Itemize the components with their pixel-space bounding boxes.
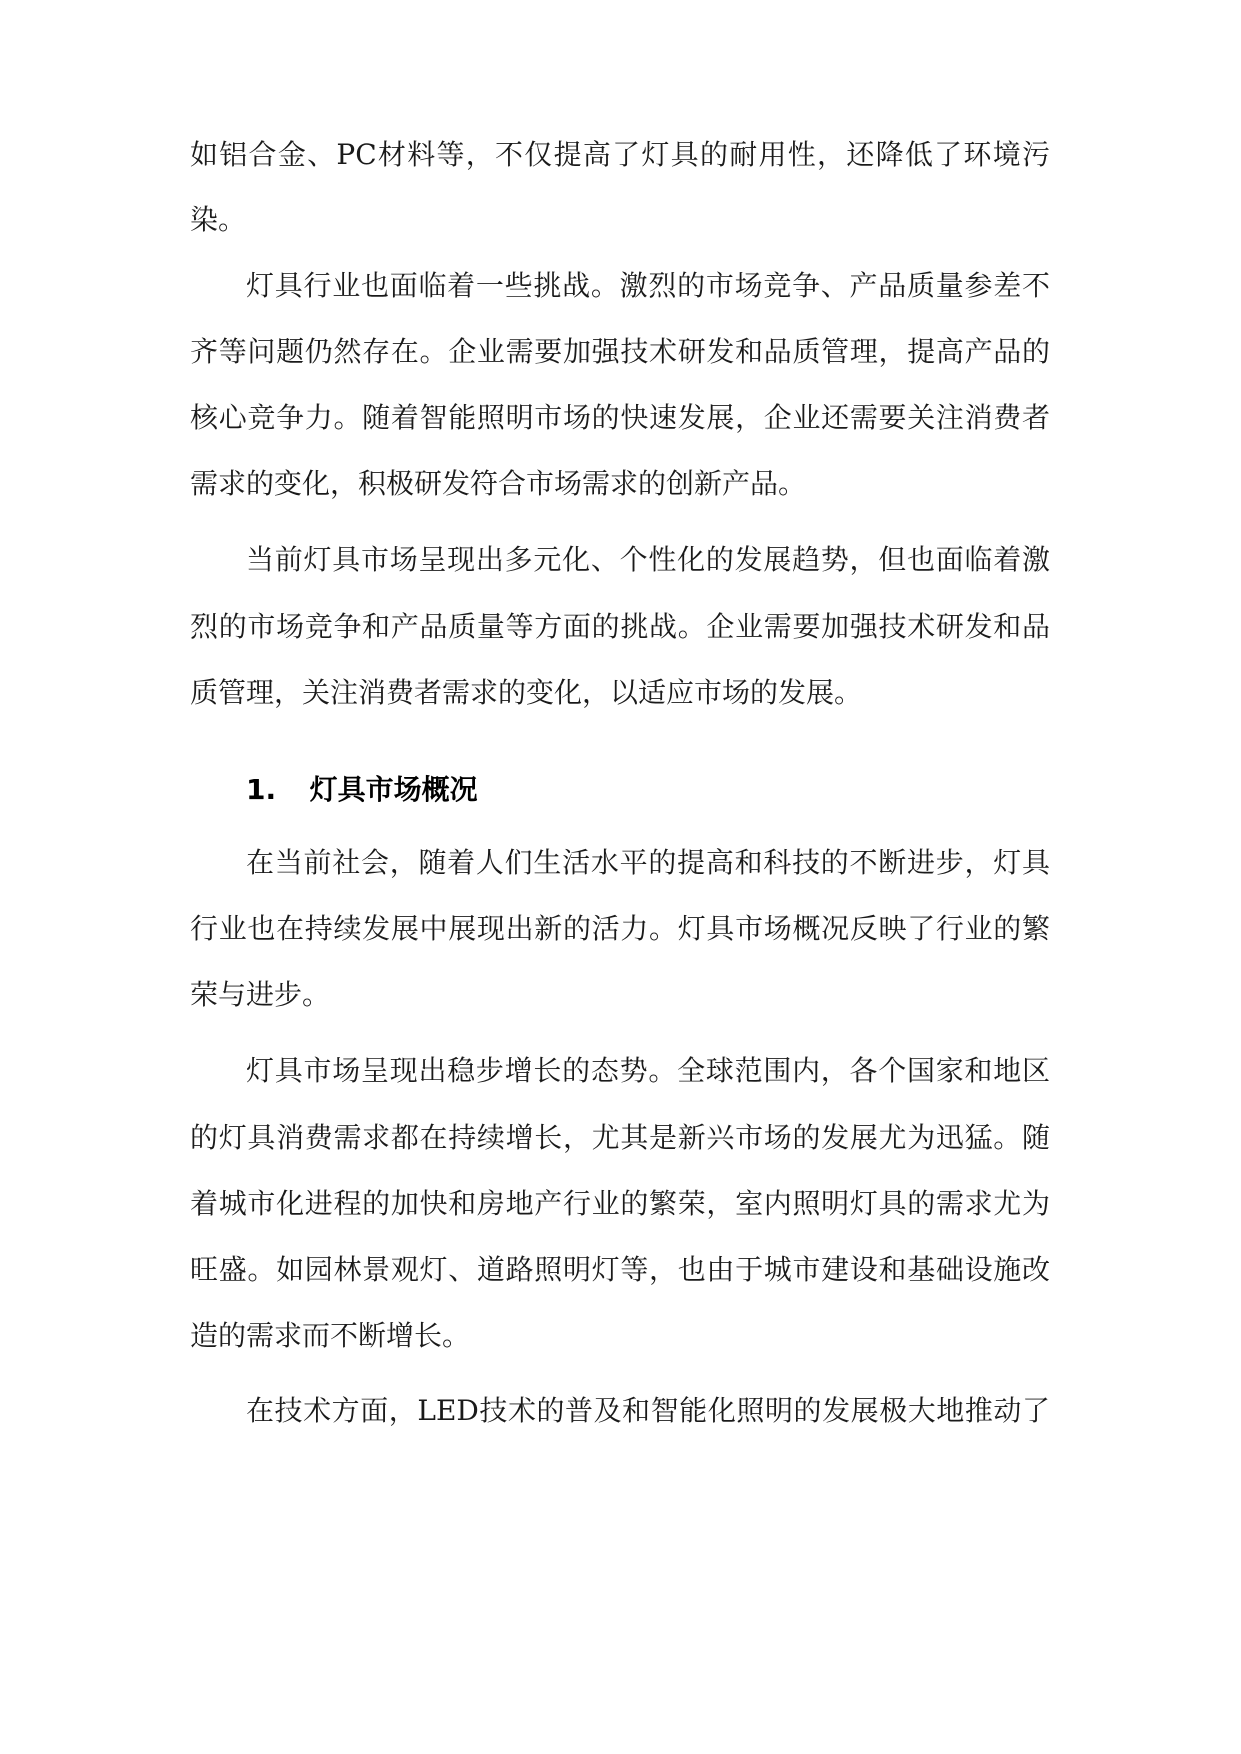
paragraph-line: 荣与进步。 bbox=[190, 978, 331, 1011]
section-heading bbox=[246, 770, 478, 810]
paragraph-line: 的灯具消费需求都在持续增长，尤其是新兴市场的发展尤为迅猛。随 bbox=[190, 1121, 1050, 1154]
section-title: 灯具市场概况 bbox=[309, 773, 478, 806]
paragraph-line: 齐等问题仍然存在。企业需要加强技术研发和品质管理，提高产品的 bbox=[190, 335, 1050, 368]
paragraph-line: 造的需求而不断增长。 bbox=[190, 1319, 471, 1352]
paragraph-line: 灯具行业也面临着一些挑战。激烈的市场竞争、产品质量参差不 bbox=[246, 269, 1050, 302]
paragraph-line: 着城市化进程的加快和房地产行业的繁荣，室内照明灯具的需求尤为 bbox=[190, 1187, 1050, 1220]
paragraph-line: 染。 bbox=[190, 203, 247, 236]
paragraph-line: 在当前社会，随着人们生活水平的提高和科技的不断进步，灯具 bbox=[246, 846, 1050, 879]
paragraph-line: 如铝合金、PC材料等，不仅提高了灯具的耐用性，还降低了环境污 bbox=[190, 138, 1050, 171]
paragraph-line: 需求的变化，积极研发符合市场需求的创新产品。 bbox=[190, 467, 807, 500]
paragraph-line: 旺盛。如园林景观灯、道路照明灯等，也由于城市建设和基础设施改 bbox=[190, 1253, 1050, 1286]
paragraph-line: 核心竞争力。随着智能照明市场的快速发展，企业还需要关注消费者 bbox=[190, 401, 1050, 434]
paragraph-line: 当前灯具市场呈现出多元化、个性化的发展趋势，但也面临着激 bbox=[246, 543, 1050, 576]
paragraph-line: 质管理，关注消费者需求的变化，以适应市场的发展。 bbox=[190, 676, 863, 709]
paragraph-line: 灯具市场呈现出稳步增长的态势。全球范围内，各个国家和地区 bbox=[246, 1054, 1050, 1087]
section-number: 1. bbox=[246, 773, 277, 806]
paragraph-line: 在技术方面，LED技术的普及和智能化照明的发展极大地推动了 bbox=[246, 1394, 1050, 1427]
paragraph-line: 烈的市场竞争和产品质量等方面的挑战。企业需要加强技术研发和品 bbox=[190, 610, 1050, 643]
paragraph-line: 行业也在持续发展中展现出新的活力。灯具市场概况反映了行业的繁 bbox=[190, 912, 1050, 945]
